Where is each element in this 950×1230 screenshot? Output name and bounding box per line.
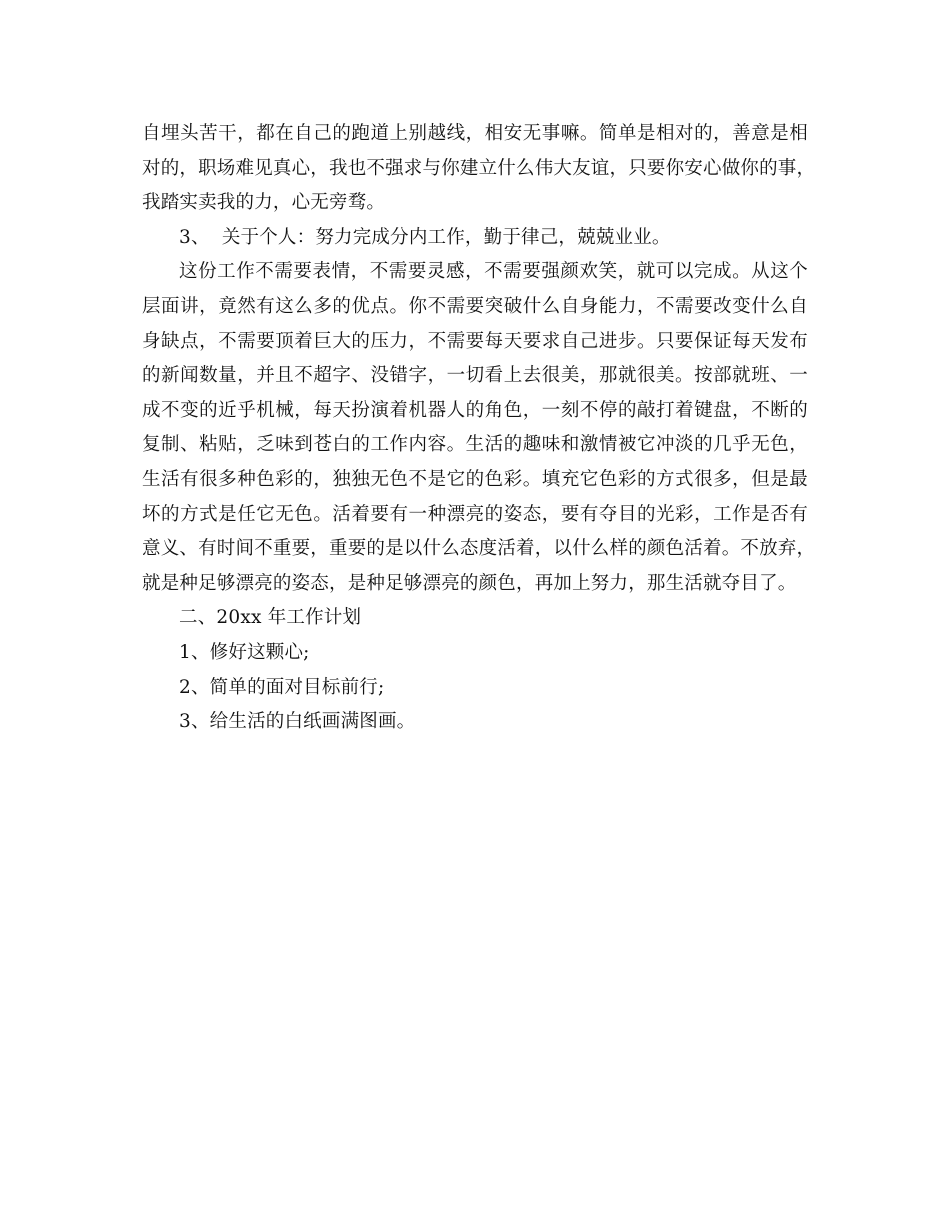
plan-item-3 bbox=[142, 705, 808, 740]
text-line: 1、修好这颗心; bbox=[179, 641, 310, 663]
text-line: 对的，职场难见真心，我也不强求与你建立什么伟大友谊，只要你安心做你的事， bbox=[142, 157, 816, 179]
plan-item-2 bbox=[142, 671, 808, 706]
text-line: 这份工作不需要表情，不需要灵感，不需要强颜欢笑，就可以完成。从这个 bbox=[179, 261, 808, 283]
text-line: 我踏实卖我的力，心无旁骛。 bbox=[142, 192, 386, 214]
text-line: 自埋头苦干，都在自己的跑道上别越线，相安无事嘛。简单是相对的，善意是相 bbox=[142, 123, 808, 144]
text-line: 就是种足够漂亮的姿态，是种足够漂亮的颜色，再加上努力，那生活就夺目了。 bbox=[142, 572, 797, 594]
text-line: 身缺点，不需要顶着巨大的压力，不需要每天要求自己进步。只要保证每天发布 bbox=[142, 330, 808, 352]
text-line: 的新闻数量，并且不超字、没错字，一切看上去很美，那就很美。按部就班、一 bbox=[142, 365, 808, 387]
text-line: 3、 关于个人：努力完成分内工作，勤于律己，兢兢业业。 bbox=[179, 226, 671, 248]
text-line: 生活有很多种色彩的，独独无色不是它的色彩。填充它色彩的方式很多，但是最 bbox=[142, 468, 808, 490]
plan-item-1 bbox=[142, 636, 808, 671]
text-line: 复制、粘贴，乏味到苍白的工作内容。生活的趣味和激情被它冲淡的几乎无色， bbox=[142, 434, 808, 456]
document-body bbox=[142, 117, 816, 740]
text-line: 2、简单的面对目标前行; bbox=[179, 676, 385, 698]
section-heading-work-plan bbox=[142, 601, 808, 636]
list-item-personal bbox=[142, 221, 808, 256]
text-line: 意义、有时间不重要，重要的是以什么态度活着，以什么样的颜色活着。不放弃， bbox=[142, 538, 816, 560]
text-line: 层面讲，竟然有这么多的优点。你不需要突破什么自身能力，不需要改变什么自 bbox=[142, 295, 808, 317]
paragraph-reflection bbox=[142, 255, 816, 601]
text-line: 成不变的近乎机械，每天扮演着机器人的角色，一刻不停的敲打着键盘，不断的 bbox=[142, 399, 808, 421]
text-line: 坏的方式是任它无色。活着要有一种漂亮的姿态，要有夺目的光彩，工作是否有 bbox=[142, 503, 808, 525]
paragraph-continued bbox=[142, 117, 816, 221]
heading-text: 二、20xx 年工作计划 bbox=[179, 607, 362, 629]
text-line: 3、给生活的白纸画满图画。 bbox=[179, 711, 416, 733]
